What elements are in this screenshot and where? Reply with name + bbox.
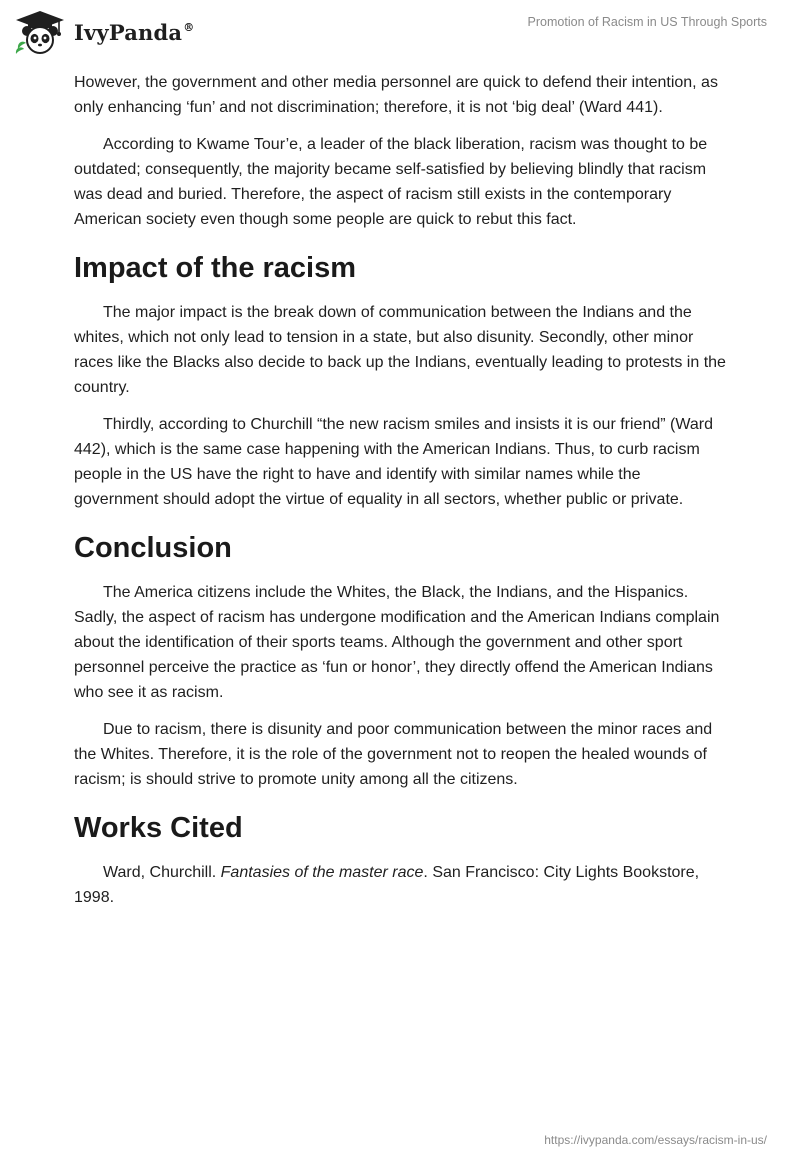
page-header <box>0 0 800 62</box>
source-url[interactable]: https://ivypanda.com/essays/racism-in-us/ <box>544 1133 767 1147</box>
citation-publisher: . San Francisco: City Lights Bookstore, 1998. <box>74 864 700 906</box>
ivypanda-logo[interactable] <box>14 9 194 55</box>
section-heading-conclusion: Conclusion <box>74 532 232 564</box>
paragraph: However, the government and other media personnel are quick to defend their intention, as only enhancing ‘fun’ and not discrimination; therefore, it is not ‘big deal’ (Ward 441). <box>74 74 718 116</box>
paragraph: According to Kwame Tour’e, a leader of the black liberation, racism was thought to be outdated; consequently, the majority became self-satisfied by believing blindly that racism was dead and buried. Therefore, the aspect of racism still exists in the contemporary American society even though some people are quick to rebut this fact. <box>74 136 708 228</box>
section-heading-impact: Impact of the racism <box>74 252 357 284</box>
citation-title: Fantasies of the master race <box>220 864 424 881</box>
logo-wordmark <box>74 20 194 45</box>
document-title: Promotion of Racism in US Through Sports <box>527 15 767 29</box>
citation-entry <box>74 860 726 910</box>
paragraph: Thirdly, according to Churchill “the new racism smiles and insists it is our friend” (Ward 442), which is the same case happening with the American Indians. Thus, to curb racism people in the US have the right to have and identify with similar names while the government should adopt the virtue of equality in all sectors, whether public or private. <box>74 416 713 508</box>
section-heading-works-cited: Works Cited <box>74 812 243 844</box>
logo-name: IvyPanda <box>74 19 183 45</box>
paragraph: Due to racism, there is disunity and poor communication between the minor races and the Whites. Therefore, it is the role of the government not to reopen the healed wounds of racism; is should strive to promote unity among all the citizens. <box>74 721 713 788</box>
paragraph: The America citizens include the Whites, the Black, the Indians, and the Hispanics. Sadly, the aspect of racism has undergone modification and the American Indians complain about the identification of their sports teams. Although the government and other sport personnel perceive the practice as ‘fun or honor’, they directly offend the American Indians who see it as racism. <box>74 584 720 701</box>
essay-content <box>74 70 726 922</box>
paragraph: The major impact is the break down of communication between the Indians and the whites, which not only lead to tension in a state, but also disunity. Secondly, other minor races like the Blacks also decide to back up the Indians, eventually leading to protests in the country. <box>74 304 726 396</box>
panda-graduate-icon <box>14 9 66 55</box>
citation-author: Ward, Churchill. <box>103 864 221 881</box>
registered-mark: ® <box>183 20 195 34</box>
